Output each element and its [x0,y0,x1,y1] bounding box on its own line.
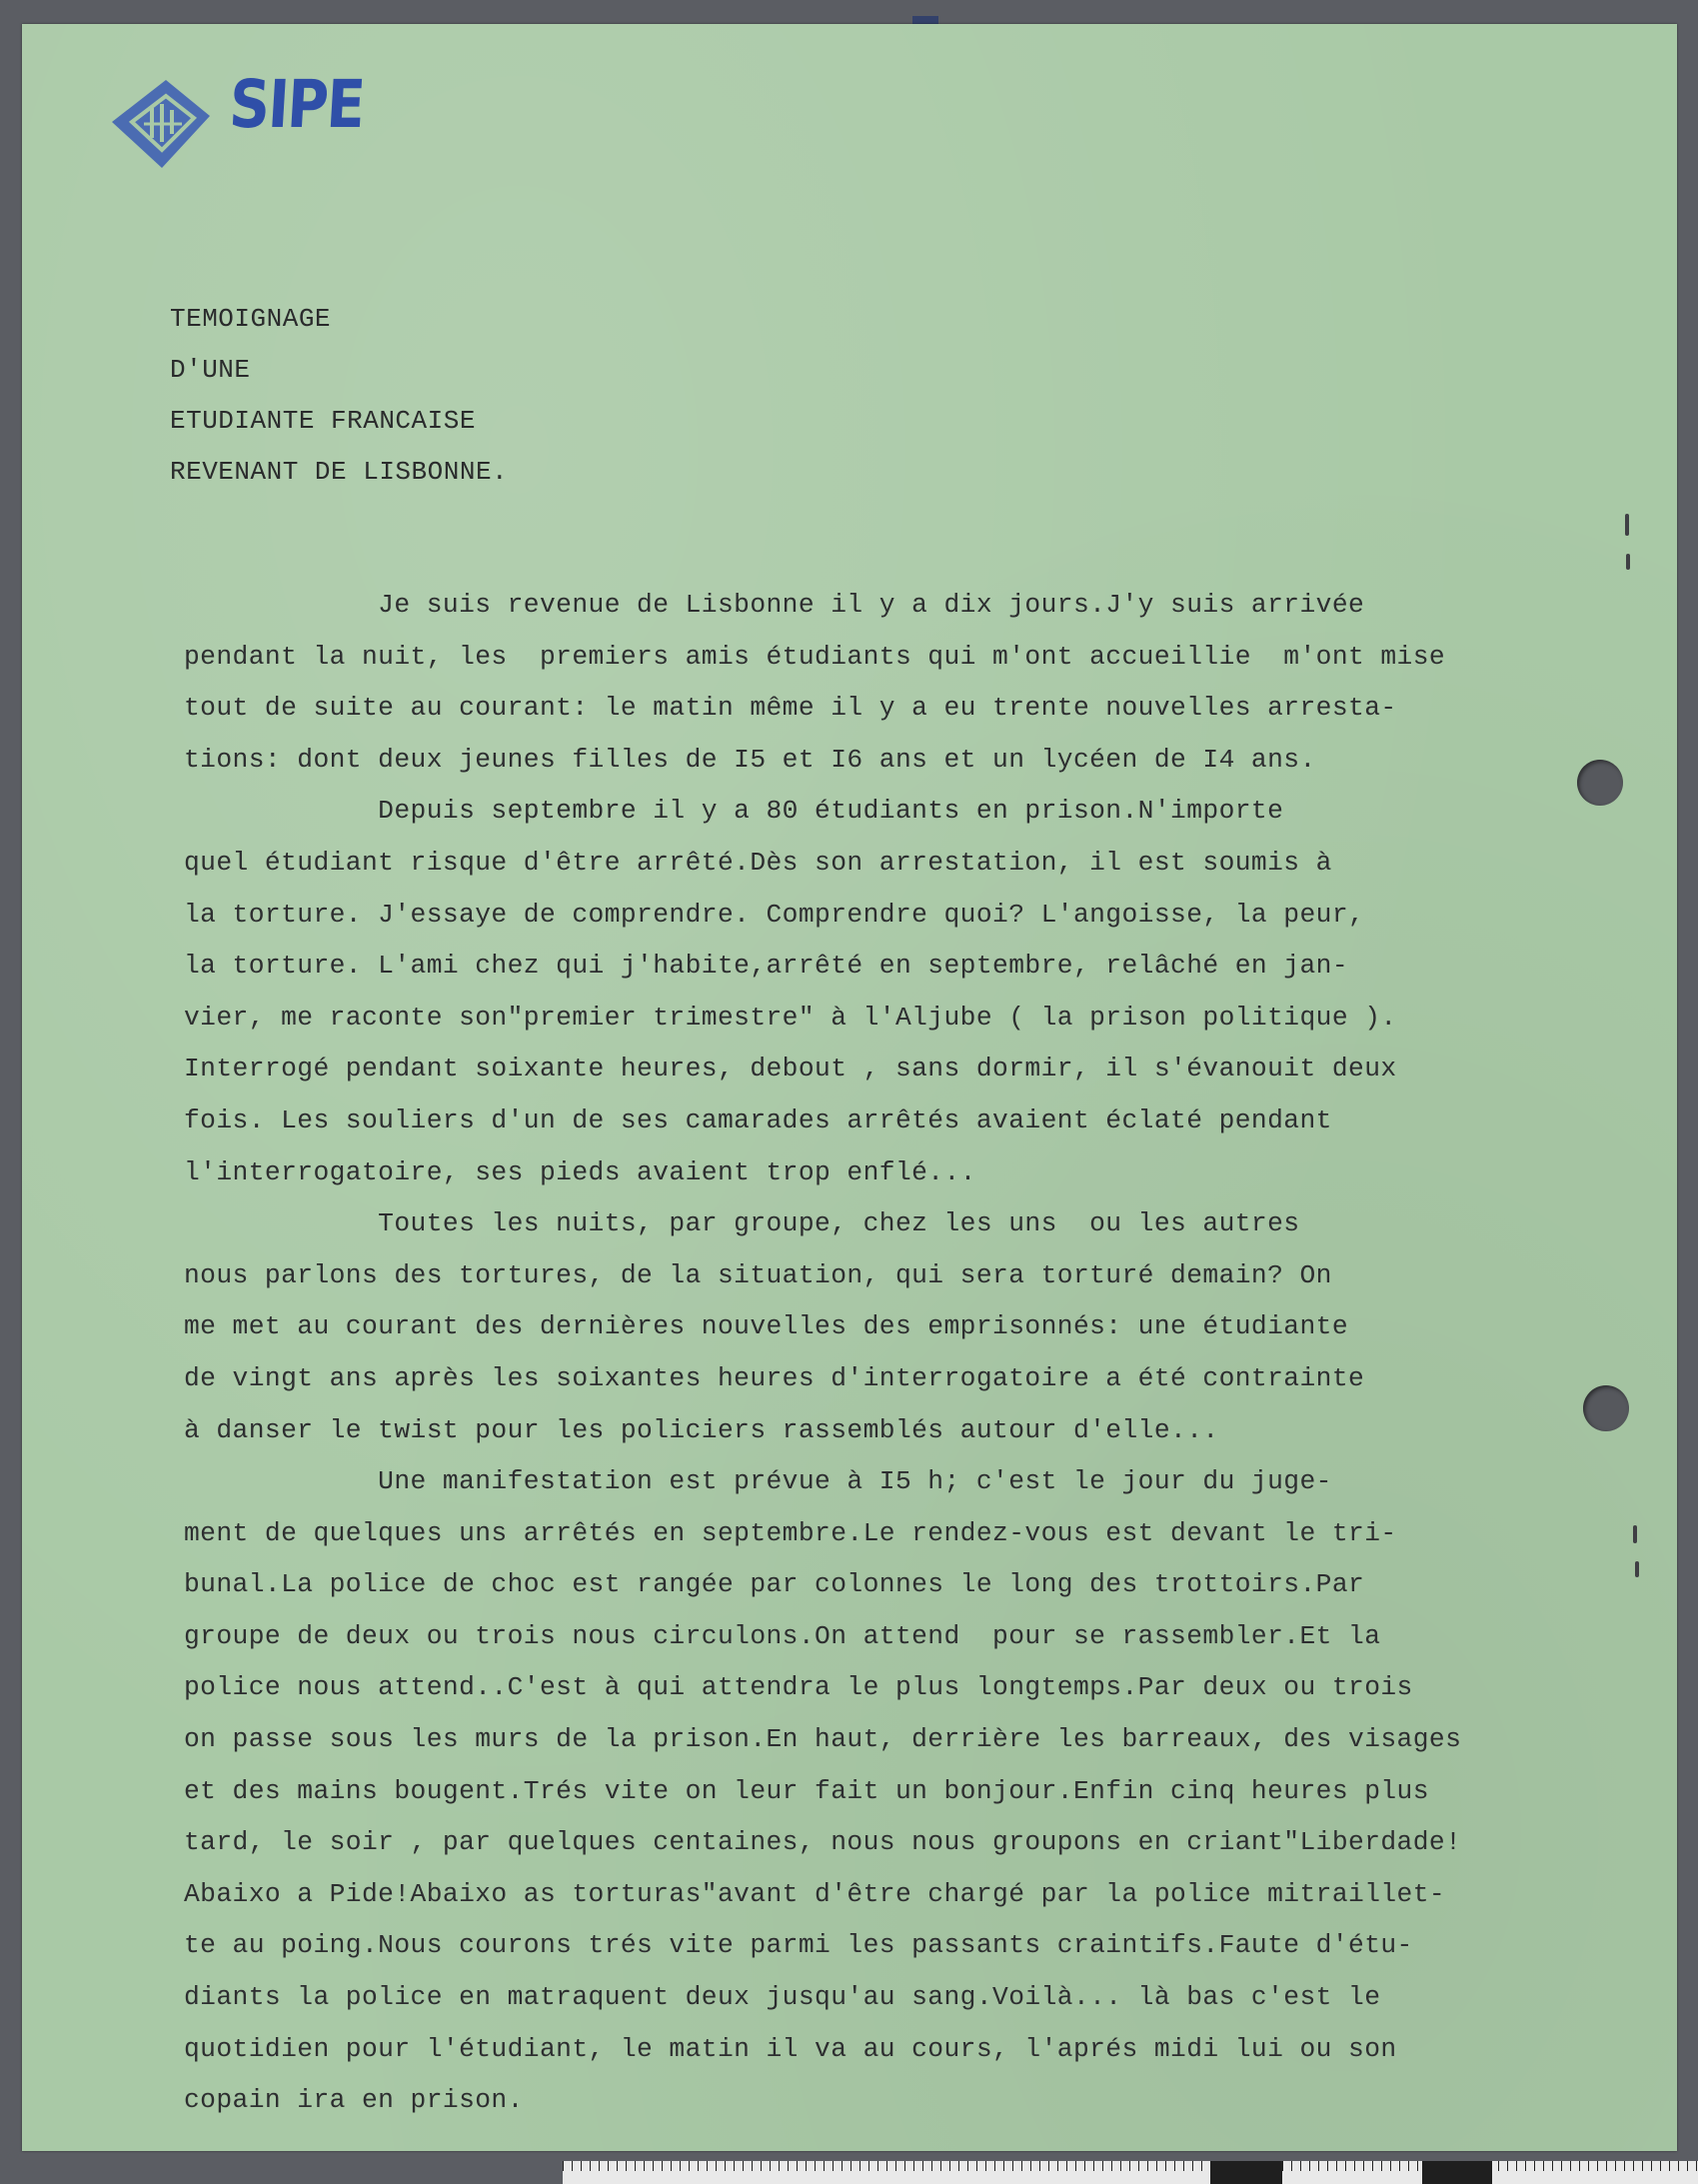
margin-mark [1635,1561,1639,1577]
sipe-diamond-emblem [102,64,232,174]
paper-sheet [22,24,1677,2151]
punch-hole [1577,760,1623,806]
text-line: tions: dont deux jeunes filles de I5 et I6 ans et un lycéen de I4 ans. [184,744,1316,775]
text-line: bunal.La police de choc est rangée par colonnes le long des trottoirs.Par [184,1569,1365,1600]
text-line: Abaixo a Pide!Abaixo as torturas"avant d'être chargé par la police mitraillet- [184,1878,1446,1909]
text-line: de vingt ans après les soixantes heures d'interrogatoire a été contrainte [184,1362,1365,1393]
margin-mark [1633,1525,1637,1543]
heading-line: TEMOIGNAGE [170,304,332,334]
margin-mark [1626,554,1630,570]
text-line: ment de quelques uns arrêtés en septembre.Le rendez-vous est devant le tri- [184,1517,1397,1548]
text-line: vier, me raconte son"premier trimestre" à l'Aljube ( la prison politique ). [184,1002,1397,1033]
text-line: et des mains bougent.Trés vite on leur fait un bonjour.Enfin cinq heures plus [184,1775,1429,1806]
text-line: l'interrogatoire, ses pieds avaient trop enflé... [184,1156,976,1187]
text-line: fois. Les souliers d'un de ses camarades arrêtés avaient éclaté pendant [184,1104,1332,1135]
text-line: nous parlons des tortures, de la situation, qui sera torturé demain? On [184,1259,1332,1290]
text-line: tard, le soir , par quelques centaines, nous nous groupons en criant"Liberdade! [184,1827,1462,1858]
testimony-body [184,580,1623,2127]
ruler-block [1422,2161,1492,2184]
heading-line: ETUDIANTE FRANCAISE [170,406,476,436]
text-line: on passe sous les murs de la prison.En haut, derrière les barreaux, des visages [184,1724,1462,1755]
text-line: copain ira en prison. [184,2085,524,2116]
text-line: me met au courant des dernières nouvelles des emprisonnés: une étudiante [184,1311,1349,1342]
text-line: à danser le twist pour les policiers rassemblés autour d'elle... [184,1414,1219,1445]
text-line: Une manifestation est prévue à I5 h; c'est le jour du juge- [184,1466,1332,1497]
text-line: la torture. J'essaye de comprendre. Comprendre quoi? L'angoisse, la peur, [184,899,1365,930]
text-line: police nous attend..C'est à qui attendra le plus longtemps.Par deux ou trois [184,1672,1413,1703]
ruler-ticks [563,2161,1698,2171]
margin-mark [1625,514,1629,536]
text-line: diants la police en matraquent deux jusqu'au sang.Voilà... là bas c'est le [184,1982,1381,2013]
text-line: pendant la nuit, les premiers amis étudiants qui m'ont accueillie m'ont mise [184,641,1446,672]
text-line: la torture. L'ami chez qui j'habite,arrêté en septembre, relâché en jan- [184,951,1349,982]
text-line: quotidien pour l'étudiant, le matin il va au cours, l'aprés midi lui ou son [184,2033,1397,2064]
heading-line: REVENANT DE LISBONNE. [170,457,509,487]
text-line: Je suis revenue de Lisbonne il y a dix jours.J'y suis arrivée [184,590,1365,620]
text-line: Depuis septembre il y a 80 étudiants en prison.N'importe [184,796,1284,827]
scale-ruler [563,2161,1698,2184]
logo-wordmark: SIPE [227,66,366,143]
sipe-logo [102,64,366,174]
heading-line: D'UNE [170,355,251,385]
document-heading [170,294,508,498]
text-line: quel étudiant risque d'être arrêté.Dès son arrestation, il est soumis à [184,847,1332,878]
ruler-block [1210,2161,1282,2184]
text-line: tout de suite au courant: le matin même il y a eu trente nouvelles arresta- [184,693,1397,724]
text-line: Interrogé pendant soixante heures, debout , sans dormir, il s'évanouit deux [184,1054,1397,1085]
text-line: Toutes les nuits, par groupe, chez les uns ou les autres [184,1208,1300,1239]
text-line: te au poing.Nous courons trés vite parmi les passants craintifs.Faute d'étu- [184,1930,1413,1961]
punch-hole [1583,1385,1629,1431]
text-line: groupe de deux ou trois nous circulons.On attend pour se rassembler.Et la [184,1620,1381,1651]
